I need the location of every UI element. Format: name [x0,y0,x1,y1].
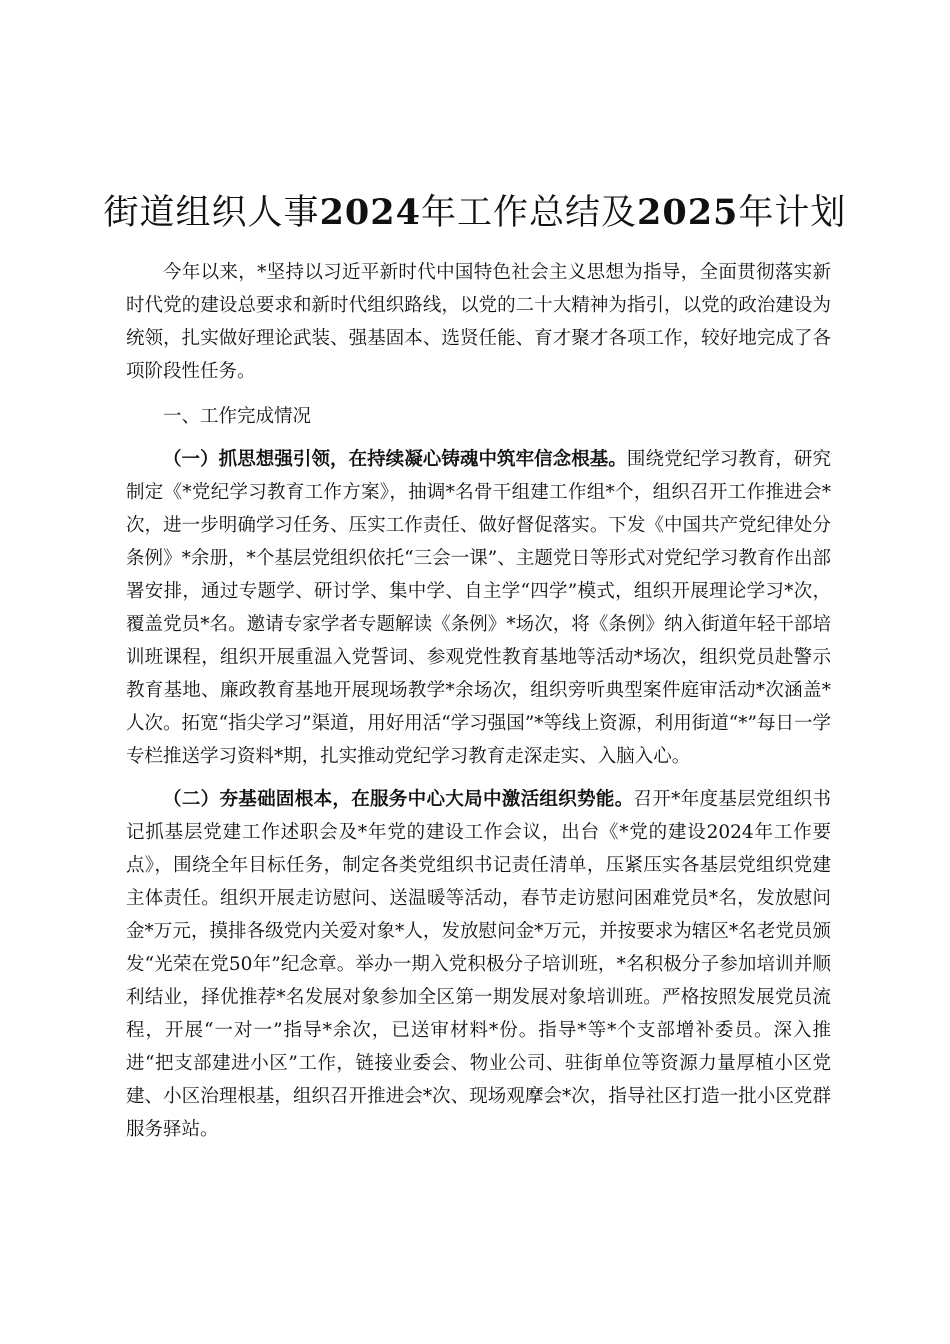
item-2-lead: （二）夯基础固根本，在服务中心大局中激活组织势能。 [163,789,634,810]
item-2-text: 召开*年度基层党组织书记抓基层党建工作述职会及*年党的建设工作会议，出台《*党的建设2024年工作要点》，围绕全年目标任务，制定各类党组织书记责任清单，压紧压实各基层党组织党建主体责任。组织开展走访慰问、送温暖等活动，春节走访慰问困难党员*名，发放慰问金*万元，摸排各级党内关爱对象*人，发放慰问金*万元，并按要求为辖区*名老党员颁发“光荣在党50年”纪念章。举办一期入党积极分子培训班，*名积极分子参加培训并顺利结业，择优推荐*名发展对象参加全区第一期发展对象培训班。严格按照发展党员流程，开展“一对一”指导*余次，已送审材料*份。指导*等*个支部增补委员。深入推进“把支部建进小区”工作，链接业委会、物业公司、驻街单位等资源力量厚植小区党建、小区治理根基，组织召开推进会*次、现场观摩会*次，指导社区打造一批小区党群服务驿站。 [126,789,831,1140]
document-body [126,256,831,1146]
section-heading: 一、工作完成情况 [163,406,312,427]
item-1-text: 围绕党纪学习教育，研究制定《*党纪学习教育工作方案》，抽调*名骨干组建工作组*个，组织召开工作推进会*次，进一步明确学习任务、压实工作责任、做好督促落实。下发《中国共产党纪律处分条例》*余册，*个基层党组织依托“三会一课”、主题党日等形式对党纪学习教育作出部署安排，通过专题学、研讨学、集中学、自主学“四学”模式，组织开展理论学习*次，覆盖党员*名。邀请专家学者专题解读《条例》*场次，将《条例》纳入街道年轻干部培训班课程，组织开展重温入党誓词、参观党性教育基地等活动*场次，组织党员赴警示教育基地、廉政教育基地开展现场教学*余场次，组织旁听典型案件庭审活动*次涵盖*人次。拓宽“指尖学习”渠道，用好用活“学习强国”*等线上资源，利用街道“*”每日一学专栏推送学习资料*期，扎实推动党纪学习教育走深走实、入脑入心。 [126,449,831,767]
item-2-paragraph [126,783,831,1146]
document-title [0,191,950,235]
item-1-lead: （一）抓思想强引领，在持续凝心铸魂中筑牢信念根基。 [163,449,627,470]
title-year-2: 2025 [637,192,739,234]
title-part-1: 街道组织人事 [103,193,320,234]
title-year-1: 2024 [319,192,421,234]
title-part-3: 年计划 [738,193,847,234]
intro-paragraph: 今年以来，*坚持以习近平新时代中国特色社会主义思想为指导，全面贯彻落实新时代党的建设总要求和新时代组织路线，以党的二十大精神为指引，以党的政治建设为统领，扎实做好理论武装、强基固本、选贤任能、育才聚才各项工作，较好地完成了各项阶段性任务。 [126,262,831,382]
item-1-paragraph [126,443,831,773]
title-part-2: 年工作总结及 [420,193,637,234]
